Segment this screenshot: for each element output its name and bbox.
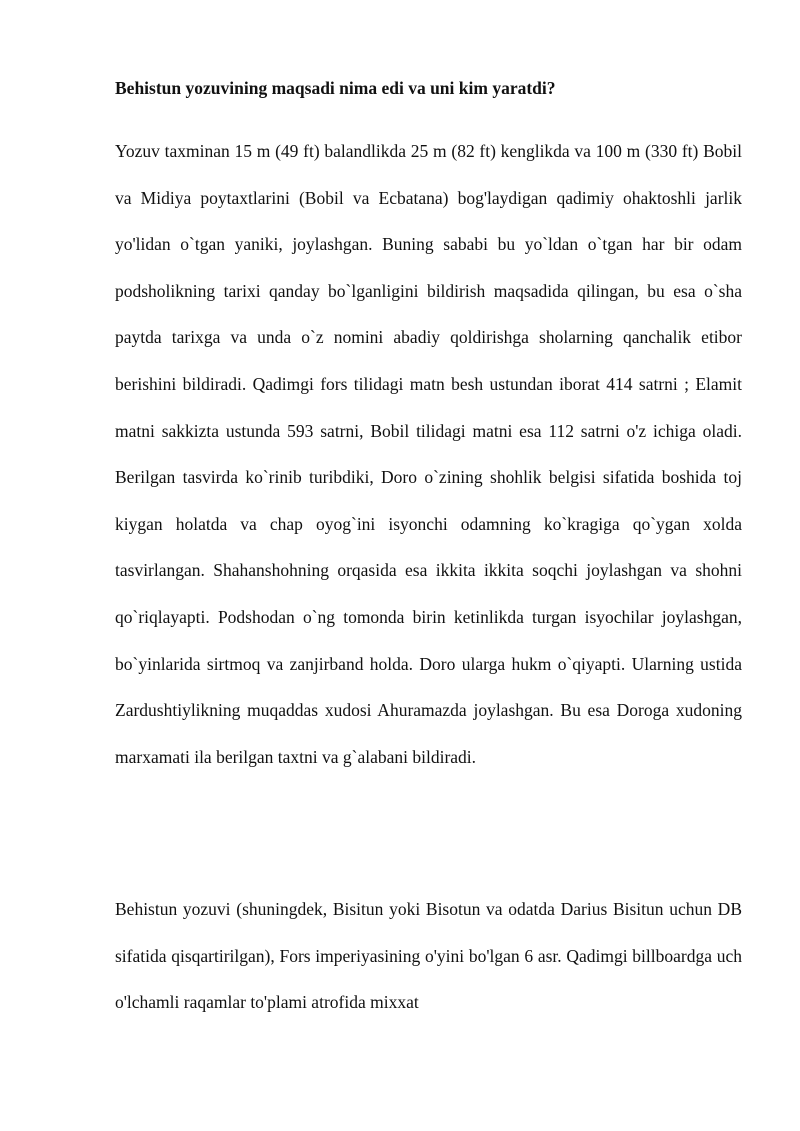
page-heading: Behistun yozuvining maqsadi nima edi va uni kim yaratdi? bbox=[115, 78, 556, 98]
paragraph-2: Behistun yozuvi (shuningdek, Bisitun yoki Bisotun va odatda Darius Bisitun uchun DB sifatida qisqartirilgan), Fors imperiyasining o'yini bo'lgan 6 asr. Qadimgi billboardga uch o'lchamli raqamlar to'plami atrofida mixxat bbox=[115, 899, 742, 1013]
paragraph-1: Yozuv taxminan 15 m (49 ft) balandlikda 25 m (82 ft) kenglikda va 100 m (330 ft) Bobil va Midiya poytaxtlarini (Bobil va Ecbatana) bog'laydigan qadimiy ohaktoshli jarlik yo'lidan o`tgan yaniki, joylashgan. Buning sababi bu yo`ldan o`tgan har bir odam podsholikning tarixi qanday bo`lganligini bildirish maqsadida qilingan, bu esa o`sha paytda tarixga va unda o`z nomini abadiy qoldirishga sholarning qanchalik etibor berishini bildiradi. Qadimgi fors tilidagi matn besh ustundan iborat 414 satrni ; Elamit matni sakkizta ustunda 593 satrni, Bobil tilidagi matni esa 112 satrni o'z ichiga oladi. Berilgan tasvirda ko`rinib turibdiki, Doro o`zining shohlik belgisi sifatida boshida toj kiygan holatda va chap oyog`ini isyonchi odamning ko`kragiga qo`ygan xolda tasvirlangan. Shahanshohning orqasida esa ikkita ikkita soqchi joylashgan va shohni qo`riqlayapti. Podshodan o`ng tomonda birin ketinlikda turgan isyochilar joylashgan, bo`yinlarida sirtmoq va zanjirband holda. Doro ularga hukm o`qiyapti. Ularning ustida Zardushtiylikning muqaddas xudosi Ahuramazda joylashgan. Bu esa Doroga xudoning marxamati ila berilgan taxtni va g`alabani bildiradi. bbox=[115, 141, 742, 767]
